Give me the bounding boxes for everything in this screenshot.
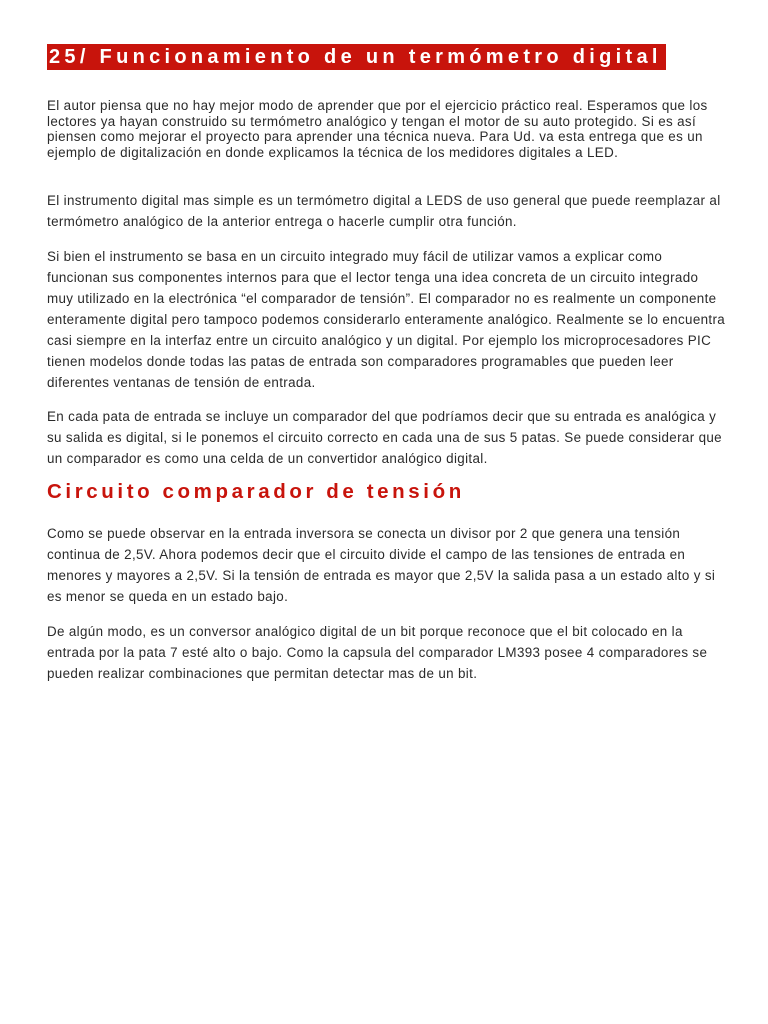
page-title: 25/ Funcionamiento de un termómetro digital <box>47 44 666 70</box>
body-paragraph-2: Si bien el instrumento se basa en un circuito integrado muy fácil de utilizar vamos a explicar como funcionan sus componentes internos para que el lector tenga una idea concreta de un circuito integrado muy utilizado en la electrónica “el comparador de tensión”. El comparador no es realmente un componente enteramente digital pero tampoco podemos considerarlo enteramente analógico. Realmente se lo encuentra casi siempre en la interfaz entre un circuito analógico y un digital. Por ejemplo los microprocesadores PIC tienen modelos donde todas las patas de entrada son comparadores programables que pueden leer diferentes ventanas de tensión de entrada. <box>47 249 726 390</box>
body-paragraph-3: En cada pata de entrada se incluye un comparador del que podríamos decir que su entrada es analógica y su salida es digital, si le ponemos el circuito correcto en cada una de sus 5 patas. Se puede considerar que un comparador es como una celda de un convertidor analógico digital. <box>47 409 722 466</box>
intro-paragraph: El autor piensa que no hay mejor modo de aprender que por el ejercicio práctico real. Esperamos que los lectores ya hayan construido su termómetro analógico y tengan el motor de su auto protegido. Si es así piensen como mejorar el proyecto para aprender una técnica nueva. Para Ud. va esta entrega que es un ejemplo de digitalización en donde explicamos la técnica de los medidores digitales a LED. <box>47 98 708 160</box>
document-page <box>47 44 727 684</box>
section-heading: Circuito comparador de tensión <box>47 480 465 503</box>
section-paragraph-1: Como se puede observar en la entrada inversora se conecta un divisor por 2 que genera una tensión continua de 2,5V. Ahora podemos decir que el circuito divide el campo de las tensiones de entrada en menores y mayores a 2,5V. Si la tensión de entrada es mayor que 2,5V la salida pasa a un estado alto y si es menor se queda en un estado bajo. <box>47 526 716 604</box>
body-paragraph-1: El instrumento digital mas simple es un termómetro digital a LEDS de uso general que puede reemplazar al termómetro analógico de la anterior entrega o hacerle cumplir otra función. <box>47 193 721 229</box>
section-paragraph-2: De algún modo, es un conversor analógico digital de un bit porque reconoce que el bit colocado en la entrada por la pata 7 esté alto o bajo. Como la capsula del comparador LM393 posee 4 comparadores se pueden realizar combinaciones que permitan detectar mas de un bit. <box>47 624 708 681</box>
